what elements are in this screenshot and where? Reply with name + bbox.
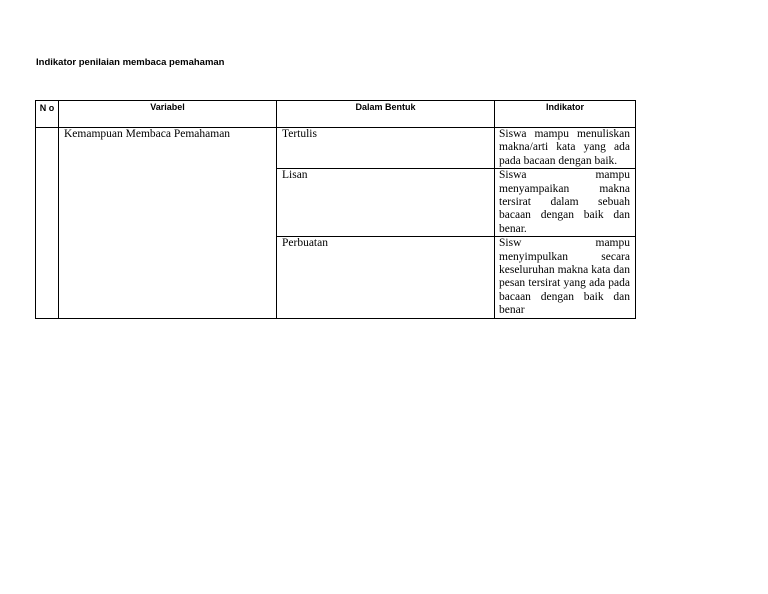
cell-bentuk: Tertulis	[277, 128, 495, 169]
cell-bentuk: Perbuatan	[277, 237, 495, 318]
cell-indikator: Sisw mampu menyimpulkan secara keseluruhan makna kata dan pesan tersirat yang ada pada bacaan dengan baik dan benar	[495, 237, 636, 318]
header-indikator: Indikator	[495, 101, 636, 128]
header-variabel: Variabel	[59, 101, 277, 128]
cell-indikator: Siswa mampu menyampaikan makna tersirat dalam sebuah bacaan dengan baik dan benar.	[495, 169, 636, 237]
table-header-row	[36, 101, 636, 128]
cell-no	[36, 128, 59, 319]
table-row	[36, 128, 636, 169]
cell-bentuk: Lisan	[277, 169, 495, 237]
cell-indikator: Siswa mampu menuliskan makna/arti kata yang ada pada bacaan dengan baik.	[495, 128, 636, 169]
header-dalam-bentuk: Dalam Bentuk	[277, 101, 495, 128]
cell-variabel: Kemampuan Membaca Pemahaman	[59, 128, 277, 319]
indicator-table	[35, 100, 636, 319]
page-title: Indikator penilaian membaca pemahaman	[36, 57, 225, 68]
header-no: N o	[36, 101, 59, 128]
